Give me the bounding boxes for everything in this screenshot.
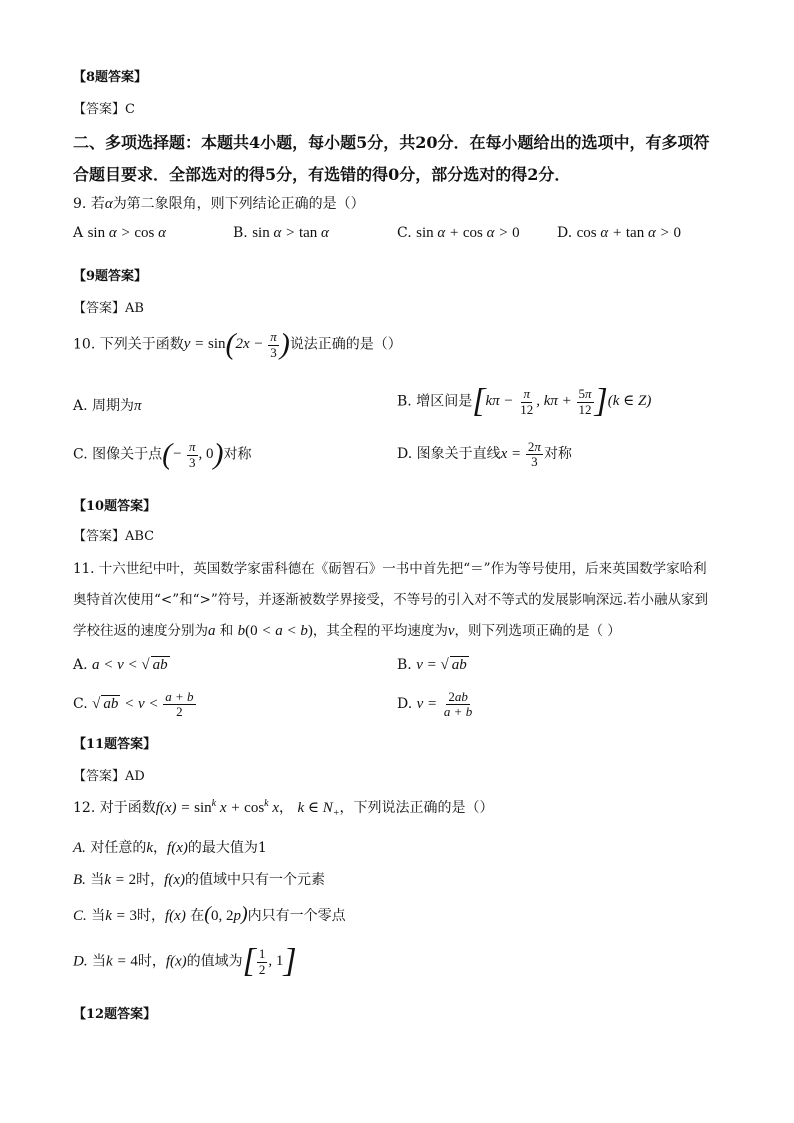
q10-option-b: B. 增区间是[kπ − $\frac{\pi}{12}$ , kπ + $\frac{5\pi}{12}$ ](k ∈ Z) (397, 383, 652, 420)
q10-option-a: A. 周期为π (73, 398, 142, 414)
q9-option-a: A sin α > cos α (73, 225, 166, 241)
q9-option-b: B. sin α > tan α (233, 225, 329, 241)
section-title-line1: 二、多项选择题：本题共4小题，每小题5分，共20分．在每小题给出的选项中，有多项符 (73, 133, 710, 152)
q11-stem-line1: 11. 十六世纪中叶，英国数学家雷科德在《砺智石》一书中首先把“＝”作为等号使用，后来英国数学家哈利 (73, 561, 707, 577)
q11-option-b: B. v = √ ab (397, 657, 467, 673)
q9-option-d: D. cos α + tan α > 0 (557, 225, 681, 241)
q12-heading: 【12题答案】 (73, 1007, 157, 1022)
q11-option-a: A. a < v < √ ab (73, 657, 168, 673)
q12-option-b: B. 当k = 2时，f(x)的值域中只有一个元素 (73, 872, 325, 888)
q12-stem: 12. 对于函数$f(x) = \sin^k x + \cos^k x$， k ∈ $N_+$，下列说法正确的是（） (73, 798, 494, 819)
q10-option-c: C. 图像关于点(− $\frac{\pi}{3}$ , 0)对称 (73, 438, 252, 471)
q9-heading: 【9题答案】 (73, 269, 148, 284)
q12-option-d: D. 当k = 4时，f(x)的值域为[ $\frac{1}{2}$ , 1] (73, 943, 297, 980)
q12-option-c: C. 当k = 3时，f(x) 在(0, 2p)内只有一个零点 (73, 903, 346, 925)
q11-stem-line2: 奥特首次使用“<”和“>”符号，并逐渐被数学界接受，不等号的引入对不等式的发展影响深远.若小融从家到 (73, 592, 709, 608)
q12-option-a: A. 对任意的k，f(x)的最大值为1 (73, 840, 267, 856)
q9-answer: 【答案】AB (73, 301, 144, 316)
q10-stem: 10. 下列关于函数y = sin(2x − $\frac{\pi}{3}$ )说法正确的是（） (73, 328, 402, 361)
q11-option-c: C. √ ab < v < $\frac{a + b}{2}$ (73, 689, 194, 720)
q9-option-c: C. sin α + cos α > 0 (397, 225, 520, 241)
q8-heading: 【8题答案】 (73, 70, 148, 85)
q11-answer: 【答案】AD (73, 769, 145, 784)
q11-heading: 【11题答案】 (73, 737, 157, 752)
q10-heading: 【10题答案】 (73, 499, 157, 514)
q8-answer: 【答案】C (73, 102, 135, 117)
section-title-line2: 合题目要求．全部选对的得5分，有选错的得0分，部分选对的得2分． (73, 165, 571, 184)
q10-option-d: D. 图象关于直线x = $\frac{2\pi}{3}$ 对称 (397, 439, 572, 470)
q11-stem-line3: 学校往返的速度分别为a 和 b(0 < a < b)，其全程的平均速度为v，则下列选项正确的是（ ） (73, 623, 621, 639)
q9-stem: 9. 若α为第二象限角，则下列结论正确的是（） (73, 196, 365, 212)
q10-answer: 【答案】ABC (73, 529, 155, 544)
q9-number: 9. (73, 196, 87, 212)
q11-option-d: D. v = $\frac{2ab}{a + b}$ (397, 689, 473, 720)
